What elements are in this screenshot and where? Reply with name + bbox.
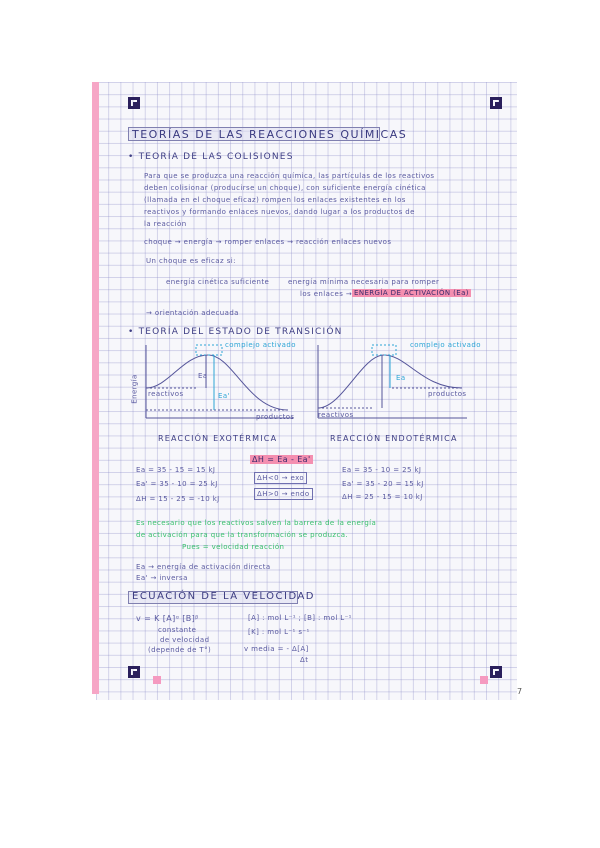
exo-box: ΔH<0 → exo [254,472,307,484]
right-productos: productos [428,390,467,398]
endothermic-caption: REACCIÓN ENDOTÉRMICA [330,434,458,443]
right-calc-1: Ea = 35 - 10 = 25 kJ [342,466,422,474]
left-calc-2: Ea' = 35 - 10 = 25 kJ [136,480,218,488]
para-line-1: Para que se produzca una reacción química, las partículas de los reactivos [144,172,435,180]
orientation-text: → orientación adecuada [146,309,239,317]
corner-marker-top-right [490,97,502,109]
left-reactivos: reactivos [148,390,184,398]
eficaz-intro: Un choque es eficaz si: [146,257,236,265]
left-complex-label: complejo activado [225,341,296,349]
left-calc-1: Ea = 35 - 15 = 15 kJ [136,466,216,474]
activation-energy-highlight: ENERGÍA DE ACTIVACIÓN (Ea) [354,289,469,297]
right-reactivos: reactivos [318,411,354,419]
main-title: TEORÍAS DE LAS REACCIONES QUÍMICAS [132,128,408,141]
green-note-3: Pues = velocidad reacción [182,543,285,551]
left-ea: Ea [198,372,208,380]
subtitle-transition: • TEORÍA DEL ESTADO DE TRANSICIÓN [128,327,343,337]
para-line-5: la reacción [144,220,187,228]
left-calc-3: ΔH = 15 - 25 = -10 kJ [136,495,220,503]
green-note-2: de activación para que la transformación se produzca. [136,531,349,539]
subtitle-collisions: • TEORÍA DE LAS COLISIONES [128,152,294,162]
chain-text: choque → energía → romper enlaces → reacción enlaces nuevos [144,238,392,246]
right-ea: Ea [396,374,406,382]
ea-definition-2: Ea' → inversa [136,574,188,582]
left-ylabel: Energía [130,374,139,404]
exothermic-caption: REACCIÓN EXOTÉRMICA [158,434,278,443]
condition-2b: los enlaces → [300,290,353,298]
enthalpy-formula: ΔH = Ea - Ea' [252,455,311,464]
v-media-denominator: Δt [300,656,309,664]
margin-pink-strip [92,82,99,694]
pink-square-right [480,676,488,684]
rate-equation: v = K [A]ᵅ [B]ᵝ [136,614,199,623]
para-line-4: reactivos y formando enlaces nuevos, dando lugar a los productos de [144,208,415,216]
corner-marker-bottom-right [490,666,502,678]
condition-1: energía cinética suficiente [166,278,270,286]
condition-2a: energía mínima necesaria para romper [288,278,440,286]
endo-box: ΔH>0 → endo [254,488,313,500]
ea-definition-1: Ea → energía de activación directa [136,563,271,571]
right-calc-3: ΔH = 25 - 15 = 10 kJ [342,493,423,501]
right-calc-2: Ea' = 35 - 20 = 15 kJ [342,480,424,488]
pink-square-left [153,676,161,684]
page-number: 7 [517,687,523,696]
corner-marker-top-left [128,97,140,109]
v-media: v media = - Δ[A] [244,645,309,653]
left-ea-inv: Ea' [218,392,230,400]
units-line-1: [A] : mol L⁻¹ ; [B] : mol L⁻¹ [248,614,352,622]
units-line-2: [K] : mol L⁻¹ s⁻¹ [248,628,310,636]
para-line-2: deben colisionar (producirse un choque), con suficiente energía cinética [144,184,426,192]
rate-equation-title: ECUACIÓN DE LA VELOCIDAD [132,591,316,602]
para-line-3: (llamada en el choque eficaz) rompen los enlaces existentes en los [144,196,406,204]
right-complex-label: complejo activado [410,341,481,349]
k-note-1: constante [158,626,197,634]
green-note-1: Es necesario que los reactivos salven la barrera de la energía [136,519,377,527]
k-note-2: de velocidad [160,636,210,644]
left-productos: productos [256,413,295,421]
endothermic-chart [312,340,472,435]
corner-marker-bottom-left [128,666,140,678]
k-note-3: (depende de T°) [148,646,212,654]
